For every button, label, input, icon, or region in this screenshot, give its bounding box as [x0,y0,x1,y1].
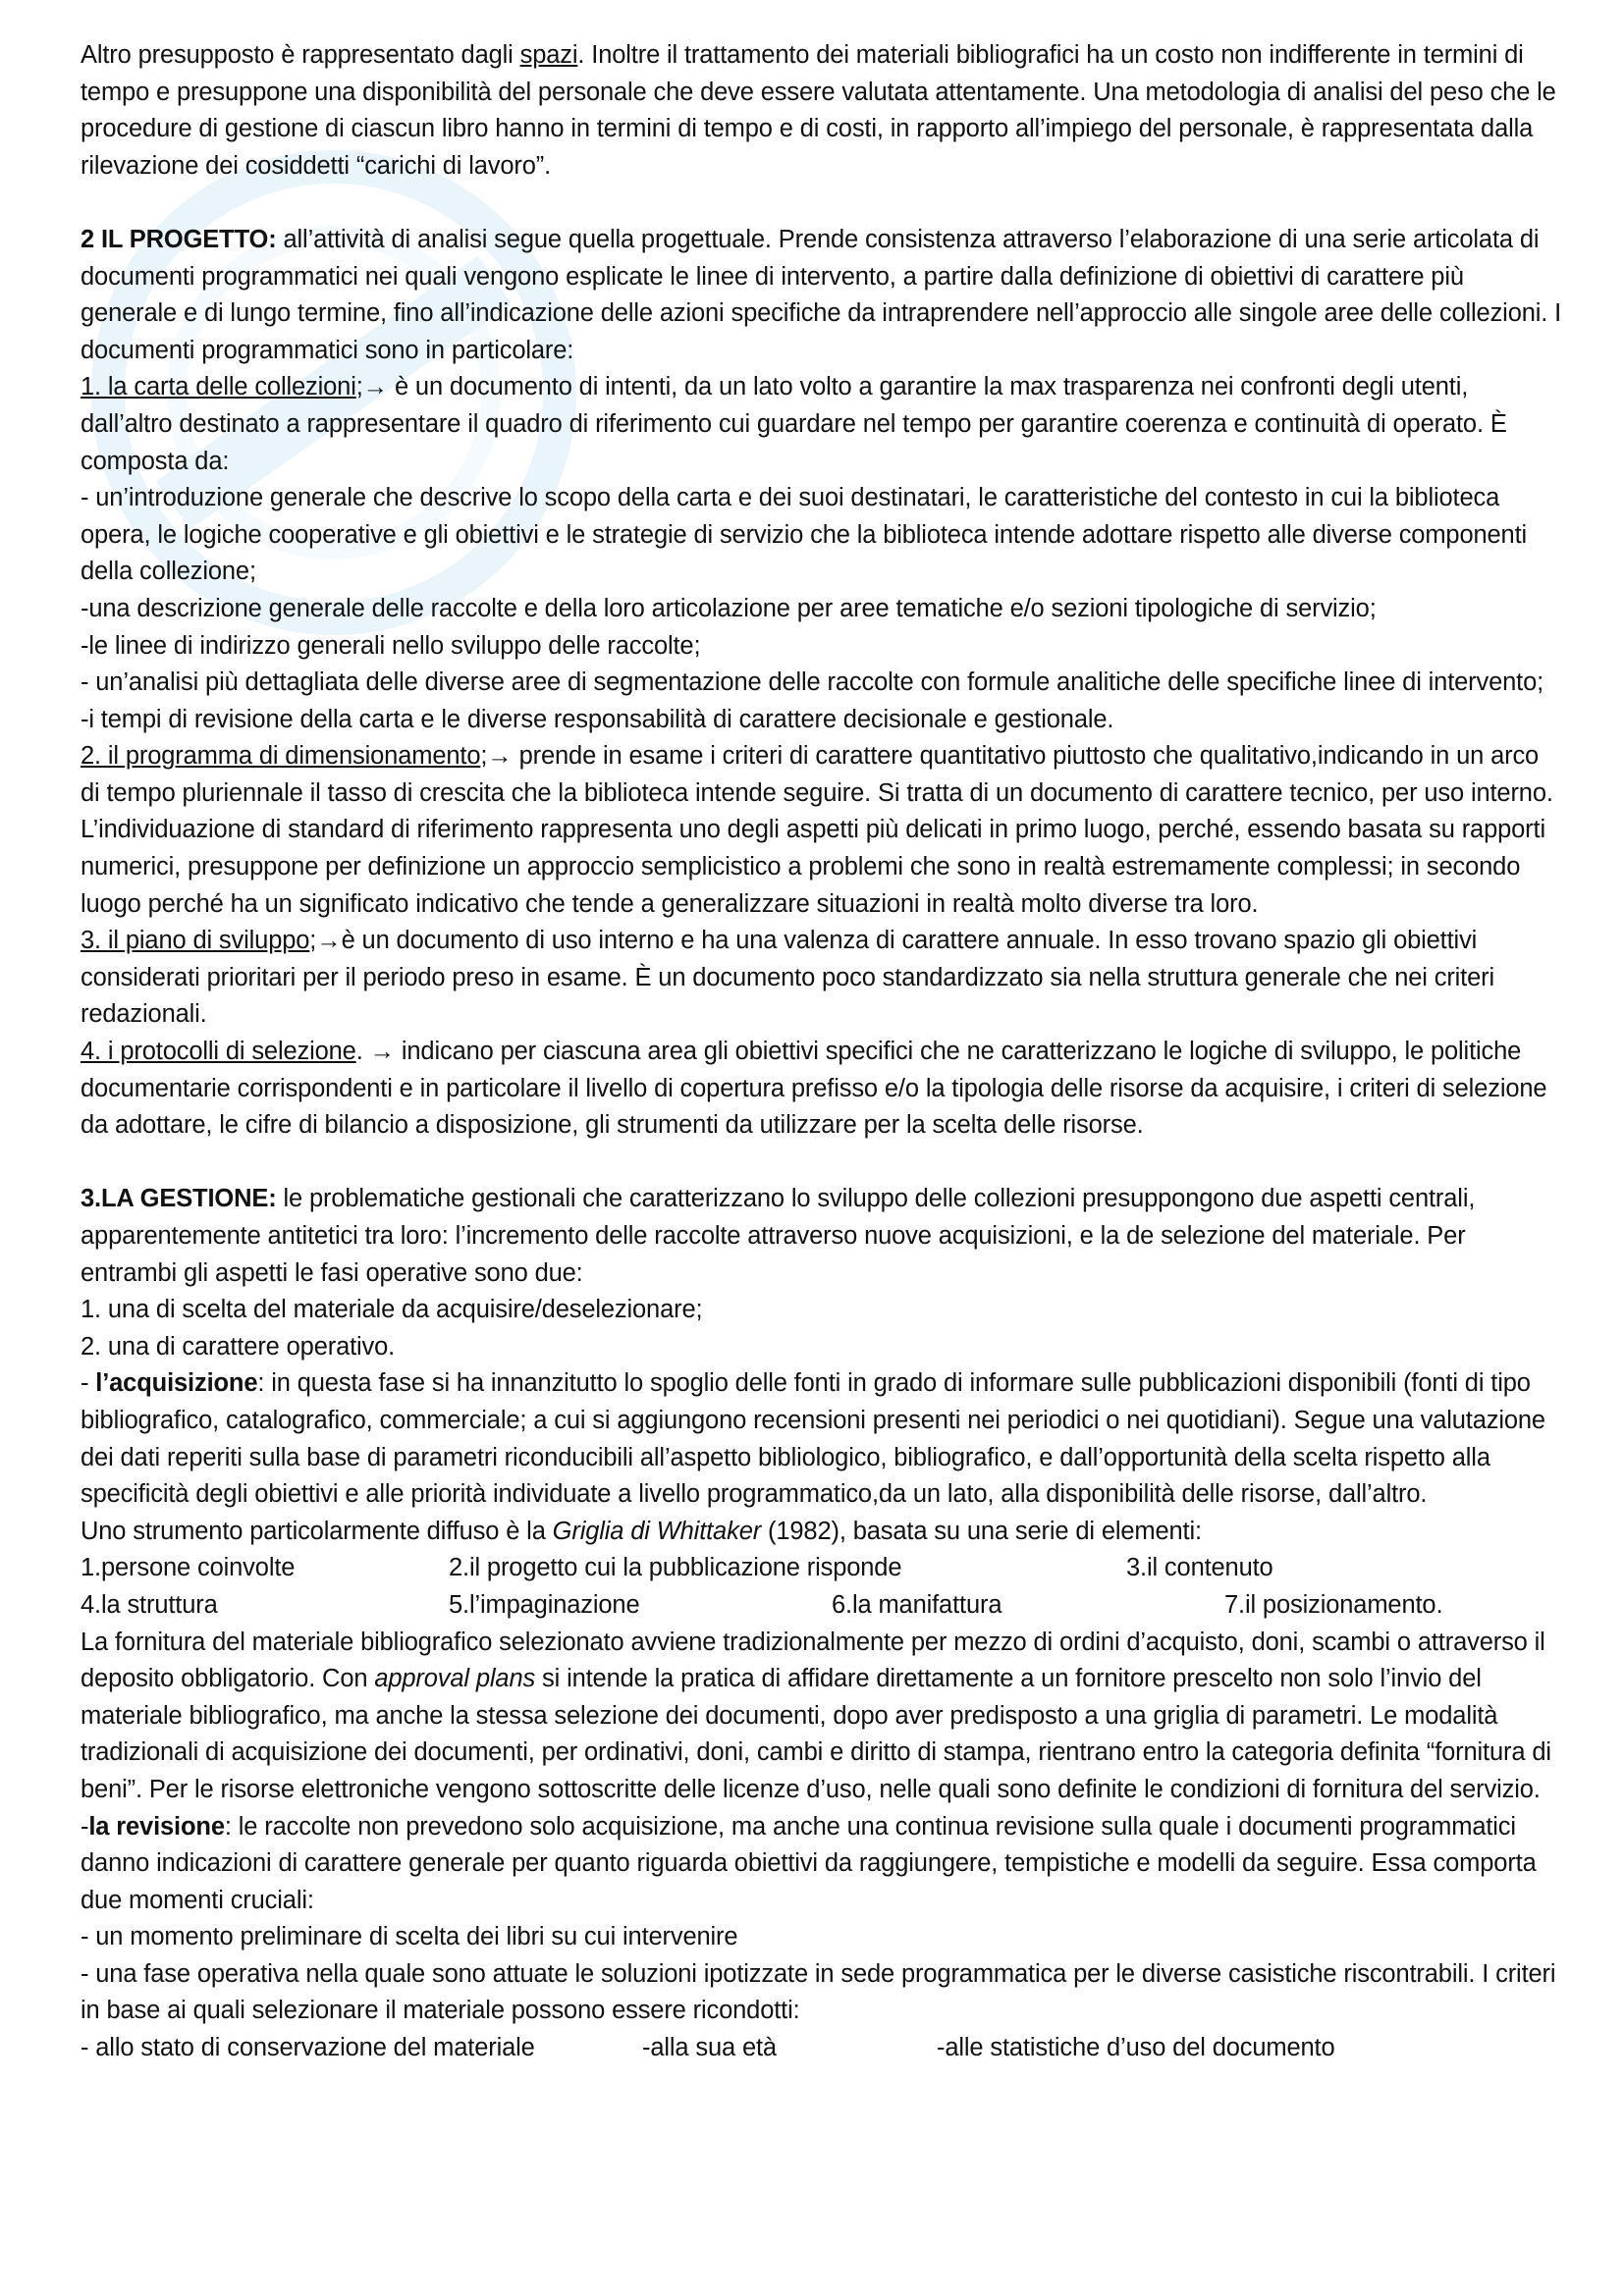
text: : le raccolte non prevedono solo acquisizione, ma anche una continua revisione sulla quale i documenti programmatici danno indicazioni di carattere generale per quanto riguarda obiettivi da raggiungere, tempistiche e modelli da seguire. Essa comporta due momenti cruciali: [81,1812,1537,1914]
text: all’attività di analisi segue quella progettuale. Prende consistenza attraverso l’elaborazione di una serie articolata di documenti programmatici nei quali vengono esplicate le linee di intervento, a partire dalla definizione di obiettivi di carattere più generale e di lungo termine, fino all’indicazione delle azioni specifiche da intraprendere nell’approccio alle singole aree delle collezioni. I documenti programmatici sono in particolare: [81,225,1562,364]
acquisition-paragraph [81,1365,1563,1513]
spacer [81,1145,1563,1182]
revision-item: - un momento preliminare di scelta dei libri su cui intervenire [81,1923,738,1951]
text: è un documento di intenti, da un lato volto a garantire la max trasparenza nei confronti degli utenti, dall’altro destinato a rappresentare il quadro di riferimento cui guardare nel tempo per garantire coerenza e continuità di operato. È composta da: [81,373,1507,475]
arrow-separator: ;→ [355,373,395,401]
list-item: - un’introduzione generale che descrive lo scopo della carta e dei suoi destinatari, le caratteristiche del contesto in cui la biblioteca opera, le logiche cooperative e gli obiettivi e le strategie di servizio che la biblioteca intende adottare rispetto alle diverse componenti della collezione; [81,484,1528,586]
arrow-separator: . → [355,1038,402,1066]
text: è un documento di uso interno e ha una valenza di carattere annuale. In esso trovano spazio gli obiettivi considerati prioritari per il periodo preso in esame. È un documento poco standardizzato sia nella struttura generale che nei criteri redazionali. [81,927,1495,1029]
section-2-heading: 2 IL PROGETTO: [81,225,277,253]
arrow-separator: ;→ [480,742,519,771]
revision-label: la revisione [88,1812,225,1841]
paragraph-spaces [81,37,1563,185]
list-item: - un’analisi più dettagliata delle diverse aree di segmentazione delle raccolte con formule analitiche delle specifiche linee di intervento; [81,668,1544,697]
text: . Inoltre il trattamento dei materiali bibliografici ha un costo non indifferente in termini di tempo e presuppone una disponibilità del personale che deve essere valutata attentamente. Una metodologia di analisi del peso che le procedure di gestione di ciascun libro hanno in termini di tempo e di costi, in rapporto all’impiego del personale, è rappresentata dalla rilevazione dei cosiddetti “carichi di lavoro”. [81,41,1556,180]
list-item: -i tempi di revisione della carta e le diverse responsabilità di carattere decisionale e gestionale. [81,705,1114,733]
whittaker-title: Griglia di Whittaker [552,1517,762,1545]
text: Uno strumento particolarmente diffuso è la [81,1517,553,1545]
revision-paragraph [81,1809,1563,1920]
text: - [81,1369,96,1398]
whittaker-row-2 [81,1587,1563,1625]
whittaker-element: 1.persone coinvolte [81,1554,296,1582]
document-4-title: 4. i protocolli di selezione [81,1038,356,1066]
whittaker-element: 2.il progetto cui la pubblicazione risponde [449,1554,902,1582]
text: : in questa fase si ha innanzitutto lo spoglio delle fonti in grado di informare sulle pubblicazioni disponibili (fonti di tipo bibliografico, catalografico, commerciale; a cui si aggiungono recensioni presenti nei periodici o nei quotidiani). Segue una valutazione dei dati reperiti sulla base di parametri riconducibili all’aspetto bibliologico, bibliografico, e dall’opportunità della scelta rispetto alla specificità degli obiettivi e alle priorità individuate a livello programmatico,da un lato, alla disponibilità delle risorse, dall’altro. [81,1369,1545,1509]
section-2-intro [81,222,1563,369]
text: - [81,1812,89,1841]
document-4 [81,1034,1563,1145]
text: prende in esame i criteri di carattere quantitativo piuttosto che qualitativo,indicando in un arco di tempo pluriennale il tasso di crescita che la biblioteca intende seguire. Si tratta di un documento di carattere tecnico, per uso interno. L’individuazione di standard di riferimento rappresenta uno degli aspetti più delicati in primo luogo, perché, essendo basata su rapporti numerici, presuppone per definizione un approccio semplicistico a problemi che sono in realtà estremamente complessi; in secondo luogo perché ha un significato indicativo che tende a generalizzare situazioni in realtà molto diverse tra loro. [81,742,1553,918]
whittaker-element: 7.il posizionamento. [1224,1590,1443,1619]
acquisition-label: l’acquisizione [95,1369,258,1398]
whittaker-element: 4.la struttura [81,1590,218,1619]
supply-paragraph [81,1625,1563,1809]
criteria-item: -alla sua età [642,2034,777,2062]
document-3 [81,923,1563,1034]
list-item: -le linee di indirizzo generali nello sviluppo delle raccolte; [81,631,701,660]
criteria-item: - allo stato di conservazione del materiale [81,2034,535,2062]
document-2 [81,738,1563,923]
text: Altro presupposto è rappresentato dagli [81,41,520,69]
section-3-intro [81,1181,1563,1292]
spacer [81,185,1563,222]
document-page [81,37,1563,2067]
document-3-title: 3. il piano di sviluppo [81,927,310,955]
text: La fornitura del materiale bibliografico selezionato avviene tradizionalmente per mezzo di ordini d’acquisto, doni, scambi o attraverso il deposito obbligatorio. Con [81,1628,1545,1693]
arrow-separator: ;→ [309,927,342,955]
phase-item: 2. una di carattere operativo. [81,1332,396,1361]
text: le problematiche gestionali che caratterizzano lo sviluppo delle collezioni presuppongono due aspetti centrali, apparentemente antitetici tra loro: l’incremento delle raccolte attraverso nuove acquisizioni, e la de selezione del materiale. Per entrambi gli aspetti le fasi operative sono due: [81,1185,1476,1287]
approval-plans-term: approval plans [374,1665,536,1693]
whittaker-element: 5.l’impaginazione [449,1590,640,1619]
document-1-title: 1. la carta delle collezioni [81,373,356,401]
text: (1982), basata su una serie di elementi: [761,1517,1202,1545]
text: si intende la pratica di affidare direttamente a un fornitore prescelto non solo l’invio del materiale bibliografico, ma anche la stessa selezione dei documenti, dopo aver predisposto a una griglia di parametri. Le modalità tradizionali di acquisizione dei documenti, per ordinativi, doni, cambi e diritto di stampa, rientrano entro la categoria definita “fornitura di beni”. Per le risorse elettroniche vengono sottoscritte delle licenze d’uso, nelle quali sono definite le condizioni di fornitura del servizio. [81,1665,1551,1803]
whittaker-paragraph [81,1514,1563,1551]
document-2-title: 2. il programma di dimensionamento [81,742,481,771]
whittaker-element: 6.la manifattura [832,1590,1002,1619]
text: indicano per ciascuna area gli obiettivi specifici che ne caratterizzano le logiche di sviluppo, le politiche documentarie corrispondenti e in particolare il livello di copertura prefisso e/o la tipologia delle risorse da acquisire, i criteri di selezione da adottare, le cifre di bilancio a disposizione, gli strumenti da utilizzare per la scelta delle risorse. [81,1038,1547,1140]
revision-item: - una fase operativa nella quale sono attuate le soluzioni ipotizzate in sede programmatica per le diverse casistiche riscontrabili. I criteri in base ai quali selezionare il materiale possono essere ricondotti: [81,1959,1556,2025]
criteria-item: -alle statistiche d’uso del documento [937,2034,1335,2062]
list-item: -una descrizione generale delle raccolte e della loro articolazione per aree tematiche e/o sezioni tipologiche di servizio; [81,594,1377,622]
link-spazi[interactable]: spazi [519,41,578,69]
section-3-heading: 3.LA GESTIONE: [81,1185,277,1213]
phase-item: 1. una di scelta del materiale da acquisire/deselezionare; [81,1296,703,1324]
whittaker-element: 3.il contenuto [1126,1554,1273,1582]
whittaker-row-1 [81,1550,1563,1587]
document-1 [81,369,1563,480]
criteria-row [81,2030,1563,2067]
